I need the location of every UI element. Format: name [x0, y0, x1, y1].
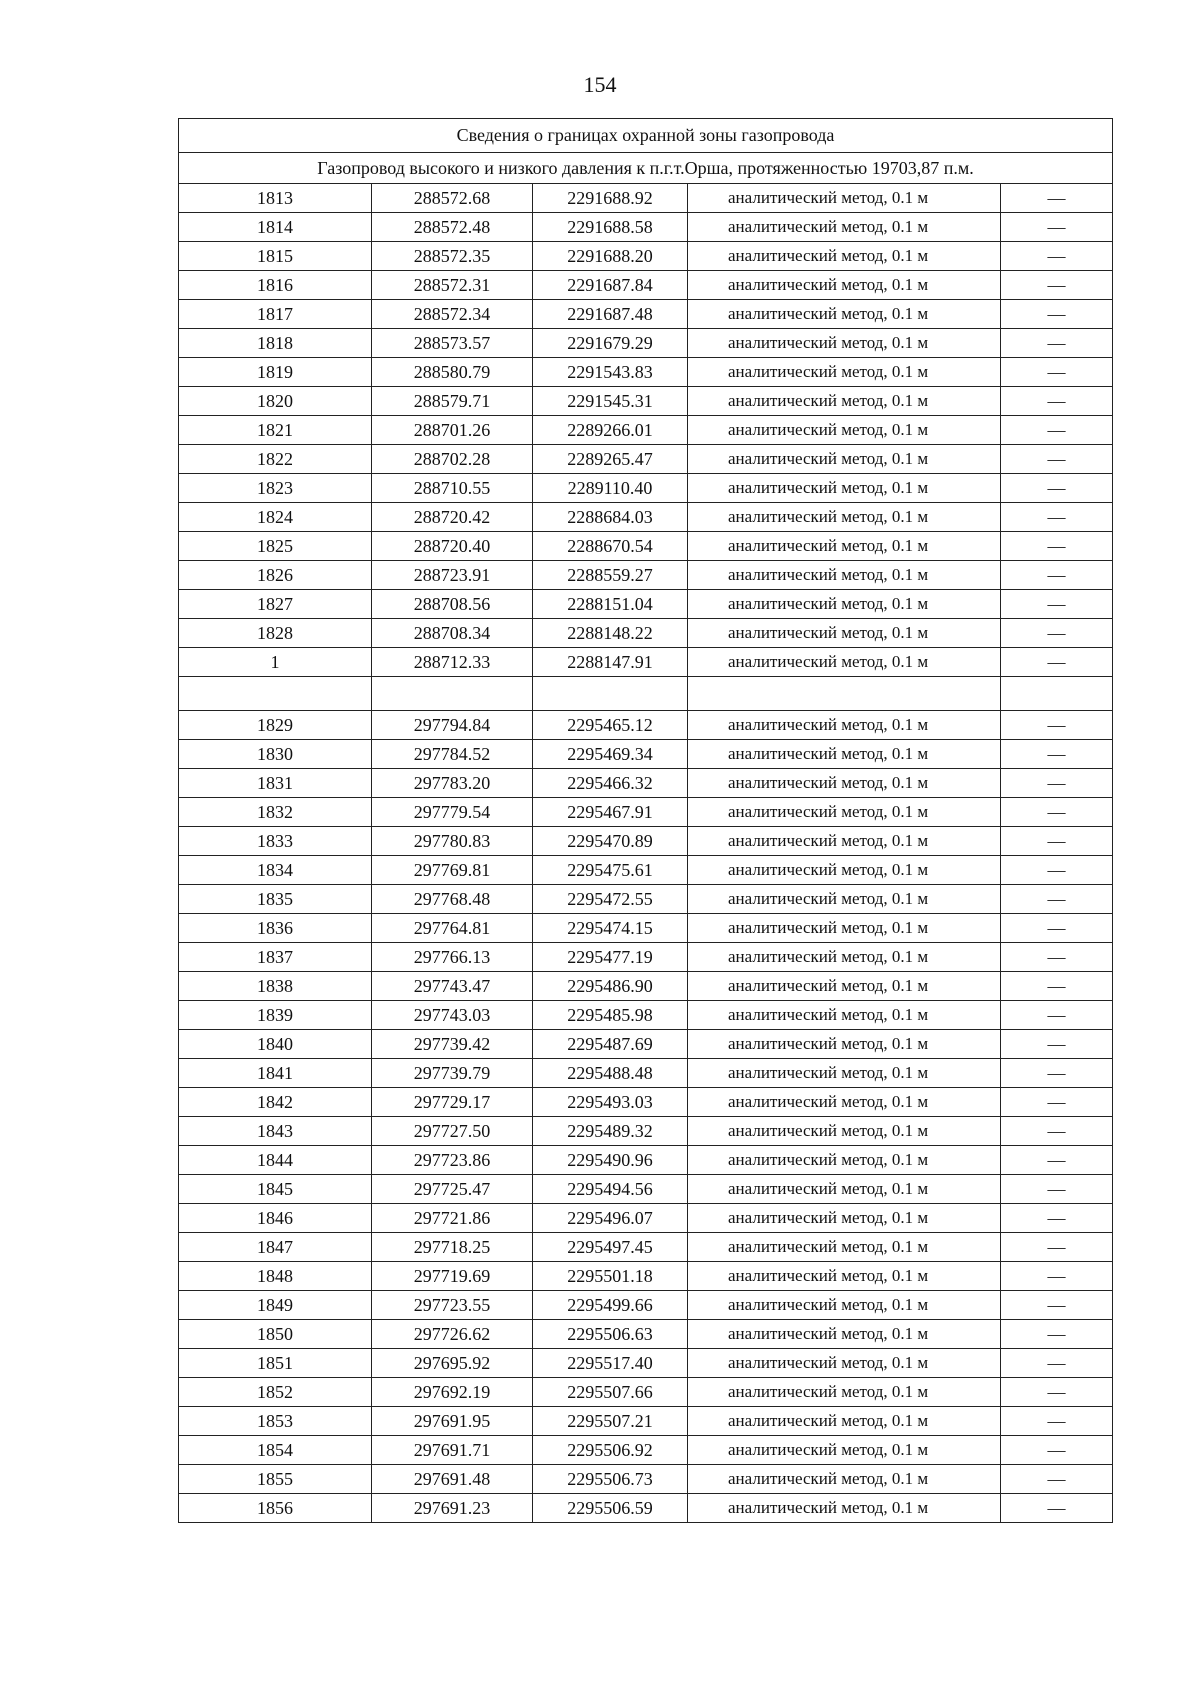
table-row	[179, 740, 1113, 769]
point-number-cell: 1843	[179, 1117, 372, 1146]
y-coordinate-cell: 2295486.90	[533, 972, 688, 1001]
table-row	[179, 387, 1113, 416]
y-coordinate-cell: 2291688.20	[533, 242, 688, 271]
point-number-cell: 1821	[179, 416, 372, 445]
table-row	[179, 1465, 1113, 1494]
y-coordinate-cell: 2288670.54	[533, 532, 688, 561]
x-coordinate-cell: 297691.95	[372, 1407, 533, 1436]
method-cell: аналитический метод, 0.1 м	[688, 885, 1001, 914]
page-number: 154	[583, 72, 617, 97]
dash-cell: —	[1001, 1204, 1113, 1233]
dash-cell: —	[1001, 1233, 1113, 1262]
method-cell: аналитический метод, 0.1 м	[688, 184, 1001, 213]
method-cell: аналитический метод, 0.1 м	[688, 943, 1001, 972]
method-cell: аналитический метод, 0.1 м	[688, 856, 1001, 885]
dash-cell: —	[1001, 619, 1113, 648]
x-coordinate-cell: 288723.91	[372, 561, 533, 590]
method-cell: аналитический метод, 0.1 м	[688, 329, 1001, 358]
dash-cell: —	[1001, 300, 1113, 329]
dash-cell: —	[1001, 740, 1113, 769]
point-number-cell: 1849	[179, 1291, 372, 1320]
method-cell: аналитический метод, 0.1 м	[688, 1088, 1001, 1117]
x-coordinate-cell: 288580.79	[372, 358, 533, 387]
method-cell: аналитический метод, 0.1 м	[688, 1291, 1001, 1320]
dash-cell: —	[1001, 329, 1113, 358]
x-coordinate-cell: 288701.26	[372, 416, 533, 445]
y-coordinate-cell: 2288559.27	[533, 561, 688, 590]
table-row	[179, 474, 1113, 503]
x-coordinate-cell: 297727.50	[372, 1117, 533, 1146]
y-coordinate-cell: 2289110.40	[533, 474, 688, 503]
x-coordinate-cell: 297691.48	[372, 1465, 533, 1494]
y-coordinate-cell: 2295488.48	[533, 1059, 688, 1088]
y-coordinate-cell: 2288151.04	[533, 590, 688, 619]
y-coordinate-cell: 2295496.07	[533, 1204, 688, 1233]
dash-cell: —	[1001, 648, 1113, 677]
y-coordinate-cell: 2291688.92	[533, 184, 688, 213]
point-number-cell: 1836	[179, 914, 372, 943]
point-number-cell: 1841	[179, 1059, 372, 1088]
table-row	[179, 1146, 1113, 1175]
x-coordinate-cell: 297718.25	[372, 1233, 533, 1262]
x-coordinate-cell: 288708.34	[372, 619, 533, 648]
x-coordinate-cell: 288710.55	[372, 474, 533, 503]
table-row	[179, 1001, 1113, 1030]
point-number-cell: 1823	[179, 474, 372, 503]
y-coordinate-cell: 2295517.40	[533, 1349, 688, 1378]
method-cell: аналитический метод, 0.1 м	[688, 711, 1001, 740]
y-coordinate-cell: 2291545.31	[533, 387, 688, 416]
table-row	[179, 972, 1113, 1001]
point-number-cell: 1818	[179, 329, 372, 358]
x-coordinate-cell: 297739.79	[372, 1059, 533, 1088]
point-number-cell: 1838	[179, 972, 372, 1001]
dash-cell: —	[1001, 1291, 1113, 1320]
x-coordinate-cell: 297723.86	[372, 1146, 533, 1175]
table-row	[179, 769, 1113, 798]
table-row	[179, 1320, 1113, 1349]
y-coordinate-cell: 2291679.29	[533, 329, 688, 358]
table-row	[179, 827, 1113, 856]
x-coordinate-cell: 288720.42	[372, 503, 533, 532]
method-cell: аналитический метод, 0.1 м	[688, 503, 1001, 532]
table-row	[179, 1436, 1113, 1465]
point-number-cell: 1848	[179, 1262, 372, 1291]
method-cell: аналитический метод, 0.1 м	[688, 1262, 1001, 1291]
point-number-cell: 1831	[179, 769, 372, 798]
x-coordinate-cell: 297764.81	[372, 914, 533, 943]
point-number-cell: 1840	[179, 1030, 372, 1059]
dash-cell: —	[1001, 972, 1113, 1001]
table-row	[179, 416, 1113, 445]
table-subtitle-row	[179, 153, 1113, 184]
point-number-cell: 1853	[179, 1407, 372, 1436]
x-coordinate-cell: 297739.42	[372, 1030, 533, 1059]
x-coordinate-cell: 297721.86	[372, 1204, 533, 1233]
dash-cell: —	[1001, 711, 1113, 740]
x-coordinate-cell: 288572.48	[372, 213, 533, 242]
x-coordinate-cell: 297783.20	[372, 769, 533, 798]
point-number-cell: 1816	[179, 271, 372, 300]
boundary-table	[178, 118, 1113, 1523]
y-coordinate-cell: 2295466.32	[533, 769, 688, 798]
empty-cell	[179, 677, 372, 711]
method-cell: аналитический метод, 0.1 м	[688, 532, 1001, 561]
method-cell: аналитический метод, 0.1 м	[688, 1117, 1001, 1146]
y-coordinate-cell: 2288147.91	[533, 648, 688, 677]
point-number-cell: 1828	[179, 619, 372, 648]
table-row	[179, 358, 1113, 387]
x-coordinate-cell: 297691.23	[372, 1494, 533, 1523]
y-coordinate-cell: 2295507.66	[533, 1378, 688, 1407]
method-cell: аналитический метод, 0.1 м	[688, 798, 1001, 827]
point-number-cell: 1814	[179, 213, 372, 242]
empty-cell	[372, 677, 533, 711]
y-coordinate-cell: 2288148.22	[533, 619, 688, 648]
x-coordinate-cell: 297768.48	[372, 885, 533, 914]
point-number-cell: 1850	[179, 1320, 372, 1349]
point-number-cell: 1819	[179, 358, 372, 387]
table-row	[179, 1407, 1113, 1436]
method-cell: аналитический метод, 0.1 м	[688, 358, 1001, 387]
dash-cell: —	[1001, 445, 1113, 474]
table-row	[179, 619, 1113, 648]
x-coordinate-cell: 297743.03	[372, 1001, 533, 1030]
table-row	[179, 329, 1113, 358]
method-cell: аналитический метод, 0.1 м	[688, 1407, 1001, 1436]
point-number-cell: 1847	[179, 1233, 372, 1262]
table-row	[179, 1262, 1113, 1291]
point-number-cell: 1824	[179, 503, 372, 532]
point-number-cell: 1834	[179, 856, 372, 885]
dash-cell: —	[1001, 1407, 1113, 1436]
method-cell: аналитический метод, 0.1 м	[688, 972, 1001, 1001]
dash-cell: —	[1001, 532, 1113, 561]
y-coordinate-cell: 2295474.15	[533, 914, 688, 943]
empty-separator-row	[179, 677, 1113, 711]
y-coordinate-cell: 2295493.03	[533, 1088, 688, 1117]
y-coordinate-cell: 2295506.73	[533, 1465, 688, 1494]
table-row	[179, 590, 1113, 619]
method-cell: аналитический метод, 0.1 м	[688, 590, 1001, 619]
point-number-cell: 1855	[179, 1465, 372, 1494]
y-coordinate-cell: 2288684.03	[533, 503, 688, 532]
table-row	[179, 271, 1113, 300]
dash-cell: —	[1001, 1117, 1113, 1146]
x-coordinate-cell: 288720.40	[372, 532, 533, 561]
dash-cell: —	[1001, 242, 1113, 271]
table-row	[179, 798, 1113, 827]
point-number-cell: 1825	[179, 532, 372, 561]
y-coordinate-cell: 2295494.56	[533, 1175, 688, 1204]
y-coordinate-cell: 2291687.48	[533, 300, 688, 329]
x-coordinate-cell: 297729.17	[372, 1088, 533, 1117]
dash-cell: —	[1001, 798, 1113, 827]
method-cell: аналитический метод, 0.1 м	[688, 1494, 1001, 1523]
table-row	[179, 943, 1113, 972]
dash-cell: —	[1001, 1262, 1113, 1291]
table-row	[179, 856, 1113, 885]
x-coordinate-cell: 288572.68	[372, 184, 533, 213]
x-coordinate-cell: 297726.62	[372, 1320, 533, 1349]
method-cell: аналитический метод, 0.1 м	[688, 619, 1001, 648]
table-row	[179, 561, 1113, 590]
dash-cell: —	[1001, 914, 1113, 943]
y-coordinate-cell: 2291687.84	[533, 271, 688, 300]
point-number-cell: 1845	[179, 1175, 372, 1204]
table-body	[179, 119, 1113, 1523]
dash-cell: —	[1001, 1436, 1113, 1465]
method-cell: аналитический метод, 0.1 м	[688, 242, 1001, 271]
x-coordinate-cell: 297691.71	[372, 1436, 533, 1465]
dash-cell: —	[1001, 769, 1113, 798]
table-row	[179, 242, 1113, 271]
dash-cell: —	[1001, 856, 1113, 885]
method-cell: аналитический метод, 0.1 м	[688, 1030, 1001, 1059]
table-row	[179, 445, 1113, 474]
method-cell: аналитический метод, 0.1 м	[688, 1059, 1001, 1088]
table-row	[179, 1233, 1113, 1262]
x-coordinate-cell: 297784.52	[372, 740, 533, 769]
table-row	[179, 1088, 1113, 1117]
point-number-cell: 1829	[179, 711, 372, 740]
x-coordinate-cell: 297695.92	[372, 1349, 533, 1378]
table-row	[179, 1378, 1113, 1407]
empty-cell	[1001, 677, 1113, 711]
y-coordinate-cell: 2289265.47	[533, 445, 688, 474]
point-number-cell: 1852	[179, 1378, 372, 1407]
y-coordinate-cell: 2295485.98	[533, 1001, 688, 1030]
point-number-cell: 1835	[179, 885, 372, 914]
x-coordinate-cell: 288712.33	[372, 648, 533, 677]
point-number-cell: 1822	[179, 445, 372, 474]
dash-cell: —	[1001, 1175, 1113, 1204]
y-coordinate-cell: 2295506.59	[533, 1494, 688, 1523]
table-row	[179, 711, 1113, 740]
point-number-cell: 1	[179, 648, 372, 677]
dash-cell: —	[1001, 184, 1113, 213]
y-coordinate-cell: 2295465.12	[533, 711, 688, 740]
method-cell: аналитический метод, 0.1 м	[688, 1204, 1001, 1233]
table-row	[179, 503, 1113, 532]
table-row	[179, 300, 1113, 329]
table-row	[179, 213, 1113, 242]
dash-cell: —	[1001, 387, 1113, 416]
dash-cell: —	[1001, 885, 1113, 914]
table-row	[179, 648, 1113, 677]
x-coordinate-cell: 288572.31	[372, 271, 533, 300]
dash-cell: —	[1001, 1030, 1113, 1059]
x-coordinate-cell: 288572.35	[372, 242, 533, 271]
table-title-row	[179, 119, 1113, 153]
method-cell: аналитический метод, 0.1 м	[688, 416, 1001, 445]
table-row	[179, 1175, 1113, 1204]
table-row	[179, 1030, 1113, 1059]
x-coordinate-cell: 288572.34	[372, 300, 533, 329]
method-cell: аналитический метод, 0.1 м	[688, 1233, 1001, 1262]
x-coordinate-cell: 288708.56	[372, 590, 533, 619]
dash-cell: —	[1001, 358, 1113, 387]
x-coordinate-cell: 297743.47	[372, 972, 533, 1001]
x-coordinate-cell: 297719.69	[372, 1262, 533, 1291]
table-row	[179, 532, 1113, 561]
method-cell: аналитический метод, 0.1 м	[688, 271, 1001, 300]
method-cell: аналитический метод, 0.1 м	[688, 648, 1001, 677]
dash-cell: —	[1001, 213, 1113, 242]
y-coordinate-cell: 2295477.19	[533, 943, 688, 972]
dash-cell: —	[1001, 943, 1113, 972]
x-coordinate-cell: 297794.84	[372, 711, 533, 740]
dash-cell: —	[1001, 827, 1113, 856]
table-row	[179, 1059, 1113, 1088]
dash-cell: —	[1001, 1465, 1113, 1494]
table-row	[179, 914, 1113, 943]
method-cell: аналитический метод, 0.1 м	[688, 1436, 1001, 1465]
point-number-cell: 1830	[179, 740, 372, 769]
method-cell: аналитический метод, 0.1 м	[688, 1349, 1001, 1378]
point-number-cell: 1817	[179, 300, 372, 329]
y-coordinate-cell: 2291688.58	[533, 213, 688, 242]
dash-cell: —	[1001, 416, 1113, 445]
table-row	[179, 885, 1113, 914]
method-cell: аналитический метод, 0.1 м	[688, 827, 1001, 856]
dash-cell: —	[1001, 1349, 1113, 1378]
y-coordinate-cell: 2291543.83	[533, 358, 688, 387]
method-cell: аналитический метод, 0.1 м	[688, 769, 1001, 798]
dash-cell: —	[1001, 561, 1113, 590]
x-coordinate-cell: 297779.54	[372, 798, 533, 827]
point-number-cell: 1827	[179, 590, 372, 619]
empty-cell	[533, 677, 688, 711]
table-row	[179, 1204, 1113, 1233]
y-coordinate-cell: 2295467.91	[533, 798, 688, 827]
dash-cell: —	[1001, 503, 1113, 532]
empty-cell	[688, 677, 1001, 711]
table-row	[179, 1117, 1113, 1146]
method-cell: аналитический метод, 0.1 м	[688, 1175, 1001, 1204]
point-number-cell: 1856	[179, 1494, 372, 1523]
dash-cell: —	[1001, 271, 1113, 300]
y-coordinate-cell: 2295497.45	[533, 1233, 688, 1262]
method-cell: аналитический метод, 0.1 м	[688, 300, 1001, 329]
y-coordinate-cell: 2295487.69	[533, 1030, 688, 1059]
method-cell: аналитический метод, 0.1 м	[688, 561, 1001, 590]
dash-cell: —	[1001, 1059, 1113, 1088]
method-cell: аналитический метод, 0.1 м	[688, 1378, 1001, 1407]
y-coordinate-cell: 2295499.66	[533, 1291, 688, 1320]
table-subtitle: Газопровод высокого и низкого давления к п.г.т.Орша, протяженностью 19703,87 п.м.	[179, 153, 1113, 184]
x-coordinate-cell: 297692.19	[372, 1378, 533, 1407]
dash-cell: —	[1001, 1494, 1113, 1523]
y-coordinate-cell: 2295470.89	[533, 827, 688, 856]
y-coordinate-cell: 2295489.32	[533, 1117, 688, 1146]
y-coordinate-cell: 2295501.18	[533, 1262, 688, 1291]
y-coordinate-cell: 2295475.61	[533, 856, 688, 885]
dash-cell: —	[1001, 590, 1113, 619]
y-coordinate-cell: 2295490.96	[533, 1146, 688, 1175]
point-number-cell: 1815	[179, 242, 372, 271]
dash-cell: —	[1001, 1320, 1113, 1349]
method-cell: аналитический метод, 0.1 м	[688, 914, 1001, 943]
dash-cell: —	[1001, 1088, 1113, 1117]
y-coordinate-cell: 2295472.55	[533, 885, 688, 914]
point-number-cell: 1820	[179, 387, 372, 416]
method-cell: аналитический метод, 0.1 м	[688, 1146, 1001, 1175]
y-coordinate-cell: 2295506.63	[533, 1320, 688, 1349]
x-coordinate-cell: 297769.81	[372, 856, 533, 885]
x-coordinate-cell: 288573.57	[372, 329, 533, 358]
y-coordinate-cell: 2289266.01	[533, 416, 688, 445]
point-number-cell: 1833	[179, 827, 372, 856]
point-number-cell: 1832	[179, 798, 372, 827]
x-coordinate-cell: 297766.13	[372, 943, 533, 972]
table-row	[179, 1291, 1113, 1320]
point-number-cell: 1851	[179, 1349, 372, 1378]
point-number-cell: 1842	[179, 1088, 372, 1117]
method-cell: аналитический метод, 0.1 м	[688, 474, 1001, 503]
method-cell: аналитический метод, 0.1 м	[688, 1465, 1001, 1494]
dash-cell: —	[1001, 1146, 1113, 1175]
point-number-cell: 1837	[179, 943, 372, 972]
table-row	[179, 1349, 1113, 1378]
dash-cell: —	[1001, 1001, 1113, 1030]
point-number-cell: 1846	[179, 1204, 372, 1233]
x-coordinate-cell: 297780.83	[372, 827, 533, 856]
method-cell: аналитический метод, 0.1 м	[688, 213, 1001, 242]
point-number-cell: 1844	[179, 1146, 372, 1175]
y-coordinate-cell: 2295469.34	[533, 740, 688, 769]
point-number-cell: 1826	[179, 561, 372, 590]
method-cell: аналитический метод, 0.1 м	[688, 1320, 1001, 1349]
method-cell: аналитический метод, 0.1 м	[688, 740, 1001, 769]
y-coordinate-cell: 2295507.21	[533, 1407, 688, 1436]
x-coordinate-cell: 288702.28	[372, 445, 533, 474]
x-coordinate-cell: 297723.55	[372, 1291, 533, 1320]
y-coordinate-cell: 2295506.92	[533, 1436, 688, 1465]
table-title: Сведения о границах охранной зоны газопровода	[179, 119, 1113, 153]
point-number-cell: 1839	[179, 1001, 372, 1030]
x-coordinate-cell: 297725.47	[372, 1175, 533, 1204]
table-row	[179, 1494, 1113, 1523]
dash-cell: —	[1001, 1378, 1113, 1407]
table-row	[179, 184, 1113, 213]
method-cell: аналитический метод, 0.1 м	[688, 445, 1001, 474]
method-cell: аналитический метод, 0.1 м	[688, 387, 1001, 416]
point-number-cell: 1854	[179, 1436, 372, 1465]
point-number-cell: 1813	[179, 184, 372, 213]
dash-cell: —	[1001, 474, 1113, 503]
x-coordinate-cell: 288579.71	[372, 387, 533, 416]
method-cell: аналитический метод, 0.1 м	[688, 1001, 1001, 1030]
